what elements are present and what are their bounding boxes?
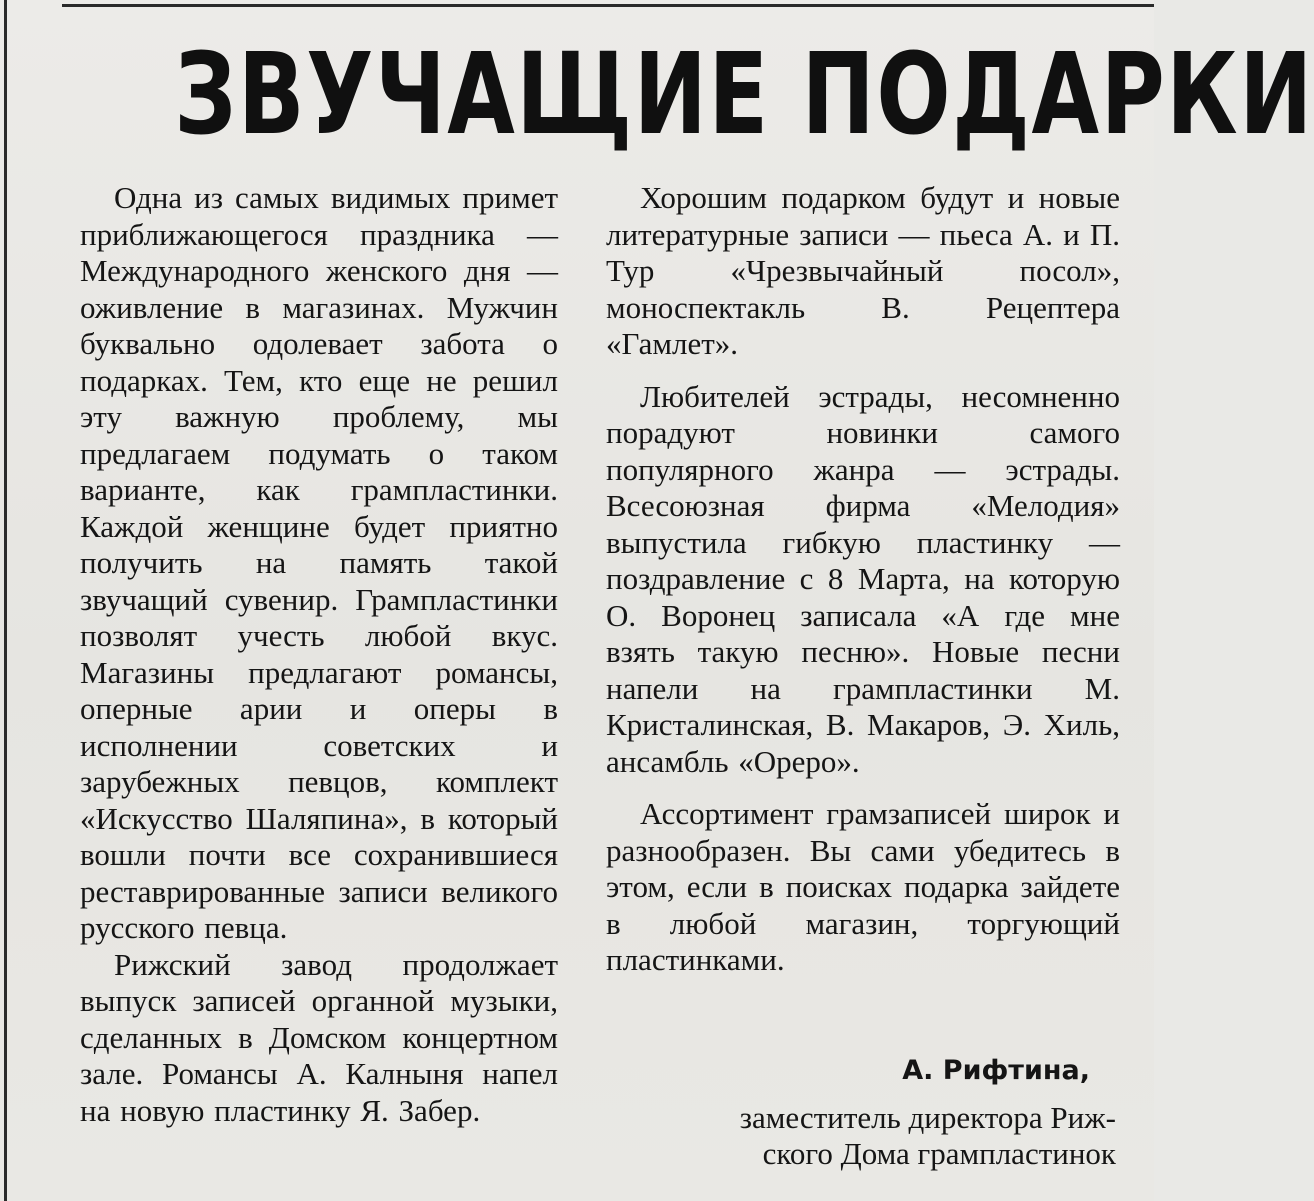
paragraph: Хорошим подарком будут и новые литературные записи — пьеса А. и П. Тур «Чрезвычайный посол», моноспектакль В. Рецептера «Гамлет». bbox=[606, 180, 1120, 361]
author-name: А. Рифтина, bbox=[902, 1055, 1090, 1086]
paragraph: Ассортимент грамзаписей широк и разнообразен. Вы сами убедитесь в этом, если в поисках подарка зайдете в любой магазин, торгующий пластинками. bbox=[606, 796, 1120, 977]
article-right-column bbox=[606, 180, 1120, 979]
top-border-rule bbox=[62, 4, 1154, 7]
author-title-line: ского Дома грампластинок bbox=[762, 1136, 1116, 1171]
article-headline: ЗВУЧАЩИЕ ПОДАРКИ bbox=[174, 30, 1314, 160]
article-left-column bbox=[80, 180, 558, 1129]
paragraph: Рижский завод продолжает выпуск записей органной музыки, сделанных в Домском концертном зале. Романсы А. Калныня напел на новую пластинку Я. Забер. bbox=[80, 946, 558, 1128]
paragraph: Одна из самых видимых примет приближающегося праздника — Международного женского дня — оживление в магазинах. Мужчин буквально одолевает забота о подарках. Тем, кто еще не решил эту важную проблему, мы предлагаем подумать о таком варианте, как грампластинки. Каждой женщине будет приятно получить на память такой звучащий сувенир. Грампластинки позволят учесть любой вкус. Магазины предлагают романсы, оперные арии и оперы в исполнении советских и зарубежных певцов, комплект «Искусство Шаляпина», в который вошли почти все сохранившиеся реставрированные записи великого русского певца. bbox=[80, 180, 558, 945]
author-signature bbox=[606, 1053, 1120, 1173]
author-title bbox=[606, 1100, 1120, 1173]
author-title-line: заместитель директора Риж- bbox=[739, 1099, 1116, 1135]
left-border-rule bbox=[4, 0, 7, 1201]
paragraph: Любителей эстрады, несомненно порадуют новинки самого популярного жанра — эстрады. Всесоюзная фирма «Мелодия» выпустила гибкую пластинку — поздравление с 8 Марта, на которую О. Воронец записала «А где мне взять такую песню». Новые песни напели на грампластинки М. Кристалинская, В. Макаров, Э. Хиль, ансамбль «Ореро». bbox=[606, 378, 1120, 779]
